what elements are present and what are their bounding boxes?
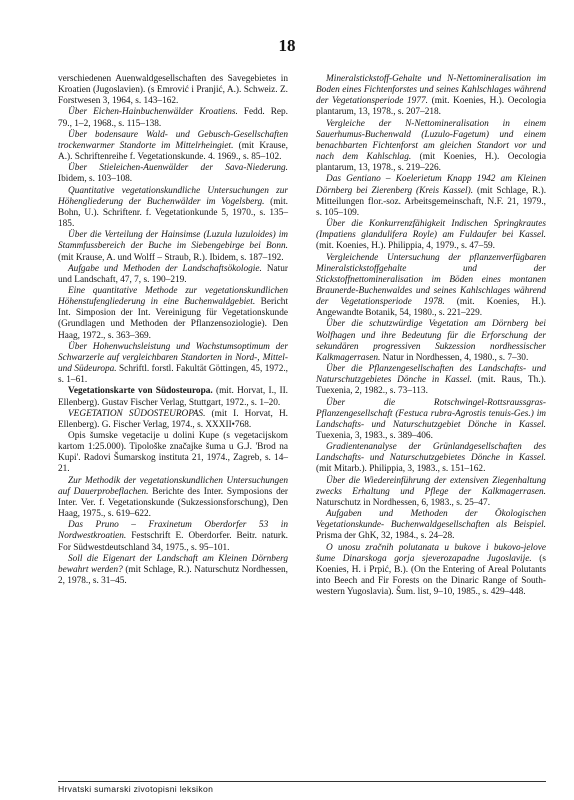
entry-details: Ibidem, s. 103–108. [58,174,133,185]
entry-title: Das Pruno – Fraxinetum Oberdorfer 53 in Nordwestkroatien. [58,520,288,542]
entry-title: Quantitative vegetationskundliche Untersuchungen zur Höhengliederung der Buchenwälder im Vogelsberg. [58,185,288,207]
bibliography-entry [316,442,546,475]
entry-title: Über die Pflanzengesellschaften des Landschafts- und Naturschutzgebietes Dönche in Kassel. [316,364,546,386]
entry-details: (mit Krause, A. und Wolff – Straub, R.). Ibidem, s. 187–192. [58,252,284,263]
entry-title: Über Hohenwuchsleistung und Wachstumsoptimum der Schwarzerle auf vergleichbaren Standorten in Nord-, Mittel- und Südeuropa. [58,341,288,375]
entry-details: (mit. Koenies, H.). Angewandte Botanik, 54, 1980., s. 221–229. [316,297,546,319]
entry-details: (mit. Raus, Th.). Tuexenia, 2, 1982., s. 73–113. [316,375,546,397]
bibliography-entry [58,409,288,431]
entry-details: Berichte des Inter. Symposions der Inter. Ver. f. Vegetationskunde (Sukzessionsforschung), Den Haag, 1975., s. 619–622. [58,486,289,520]
right-column [316,74,546,598]
bibliography-entry [58,431,288,476]
bibliography-entry [316,74,546,119]
entry-title: Soll die Eigenart der Landschaft am Kleinen Dörnberg bewahrt werden? [58,553,288,575]
bibliography-entry [58,520,288,553]
entry-title: Aufgaben und Methoden der Ökologischen Vegetationskunde- Buchenwaldgesellschaften als Beispiel. [316,509,546,531]
bibliography-entry [316,364,546,397]
left-column [58,74,288,587]
bibliography-entry [58,130,288,163]
bibliography-entry [58,107,288,129]
bibliography-entry [58,386,288,408]
entry-title: Aufgabe und Methoden der Landschaftsökologie. [68,263,262,274]
bibliography-entry [58,264,288,286]
entry-title: Das Gentiano – Koelerietum Knapp 1942 am Kleinen Dörnberg bei Zierenberg (Kreis Kassel). [316,174,546,196]
entry-title: Über die schutzwürdige Vegetation am Dörnberg bei Wolfhagen und ihre Bedeutung für die Erforschung der sekundären progressiven Sukzession nordhessischer Kalkmagerrasen. [316,319,546,363]
page-footer: Hrvatski sumarski zivotopisni leksikon [58,784,214,794]
entry-details: (s Koenies, H. i Prpić, B.). (On the Entering of Areal Polutants into Beech and Fir Forests on the Dinaric Range of South-western Yugoslavia). Šum. list, 9–10, 1985., s. 429–448. [316,553,546,598]
bibliography-entry [316,319,546,364]
entry-title: Vegetationskarte von Südosteuropa. [68,386,213,397]
entry-details: Natur in Nordhessen, 4, 1980., s. 7–30. [382,352,529,363]
bibliography-entry [316,119,546,175]
bibliography-entry [316,398,546,443]
entry-details: Fedd. Rep. 79., 1–2, 1968., s. 115–138. [58,107,289,129]
entry-title: Über Stieleichen-Auenwälder der Sava-Niederung. [68,163,288,174]
entry-title: Über die Verteilung der Hainsimse (Luzula luzuloides) im Stammfussbereich der Buche im Siebengebirge bei Bonn. [58,230,288,252]
entry-details: verschiedenen Auenwaldgesellschaften des Savegebietes in Kroatien (Jugoslavien). (s Emrović i Pranjić, A.). Schweiz. Z. Forstwesen 3, 1964, s. 143–162. [58,74,288,107]
bibliography-entry [316,476,546,509]
bibliography-entry [316,174,546,219]
entry-title: Über die Konkurrenzfähigkeit Indischen Springkrautes (Impatiens glandulifera Royle) am Fuldaufer bei Kassel. [316,219,546,241]
entry-details: (mit I. Horvat, H. Ellenberg). G. Fischer Verlag, 1974., s. XXXII•768. [58,408,288,430]
bibliography-entry [316,509,546,542]
entry-title: O unosu zračnih polutanata u bukove i bukovo-jelove šume Dinarskoga gorja sjeverozapadne Jugoslavije. [316,542,546,564]
entry-details: (mit. Koenies, H.). Oecologia plantarum, 13, 1978., s. 207–218. [316,96,546,118]
entry-title: Eine quantitative Methode zur vegetationskundlichen Höhenstufengliederung in eine Buchenwaldgebiet. [58,285,288,308]
entry-title: Über Eichen-Hainbuchenwälder Kroatiens. [68,107,238,118]
bibliography-entry [316,219,546,252]
entry-details: (mit. Bohn, U.). Schriftenr. f. Vegetationkunde 5, 1970., s. 135–185. [58,196,288,230]
entry-title: Gradientenanalyse der Grünlandgesellschaften des Landschafts- und Naturschutzgebietes Dönche in Kassel. [316,442,546,464]
entry-details: (mit. Koenies, H.). Philippia, 4, 1979., s. 47–59. [316,241,495,252]
entry-title: Über bodensaure Wald- und Gebusch-Gesellschaften trockenwarmer Standorte im Mittelrheingiet. [58,129,288,151]
page-number: 18 [278,36,296,55]
entry-details: (mit Schlage, R.). Naturschutz Nordhessen, 2, 1978., s. 31–45. [58,564,288,587]
entry-details: (mit Schlage, R.). Mitteilungen flor.-soz. Arbeitsgemeinschaft, N.F. 21, 1979., s. 105–109. [316,185,547,218]
entry-title: Über die Wiedereinführung der extensiven Ziegenhaltung zwecks Erhaltung und Pflege der Kalkmagerrasen. [316,475,546,497]
footer-rule [58,781,546,782]
bibliography-entry [58,554,288,587]
entry-details: (mit Koenies, H.). Oecologia plantarum, 13, 1978., s. 219–226. [316,152,547,174]
entry-details: Festschrift E. Oberdorfer. Beitr. naturk. For Südwestdeutschland 34, 1975., s. 95–101. [58,531,288,553]
entry-details: Schriftl. forstl. Fakultät Göttingen, 45, 1972., s. 1–61. [58,364,288,386]
entry-details: Bericht Int. Simposion der Int. Vereinigung für Vegetationskunde (Grundlagen und Methoden der Pflanzensoziologie). Den Haag, 1972., s. 363–369. [58,297,288,341]
entry-details: Natur und Landschaft, 47, 7, s. 190–219. [58,263,288,285]
entry-details: Opis šumske vegetacije u dolini Kupe (s vegetacijskom kartom 1:25.000). Tipološke značajke šuma u G.J. 'Brod na Kupi'. Radovi Šumarskog instituta 21, 1974., Zagreb, s. 14–21. [58,431,288,475]
entry-title: Vergleiche der N-Nettomineralisation in einem Sauerhumus-Buchenwald (Luzulo-Fagetum) und einem benachbarten Fichtenforst am gleichen Standort vor und nach dem Kahlschlag. [316,118,546,163]
entry-details: (mit. Horvat, I., II. Ellenberg). Gustav Fischer Verlag, Stuttgart, 1972., s. 1–20. [58,386,288,408]
bibliography-entry [58,74,288,107]
bibliography-entry [58,163,288,185]
entry-details: Naturschutz in Nordhessen, 6, 1983., s. 25–47. [316,497,491,508]
bibliography-entry [58,342,288,387]
entry-title: Zur Methodik der vegetationskundlichen Untersuchungen auf Dauerprobeflachen. [58,475,288,497]
entry-details: Prisma der GhK, 32, 1984., s. 24–28. [316,531,455,542]
bibliography-entry [58,186,288,231]
bibliography-entry [58,286,288,342]
entry-title: Vergleichende Untersuchung der pflanzenverfügbaren Mineralstickstoffgehalte und der Stickstoffnettomineralisation im Böden eines montanen Braunerde-Buchenwaldes und seines Kahlschlages während der Vegetationsperiode 1978. [316,252,546,308]
entry-title: Mineralstickstoff-Gehalte und N-Nettomineralisation im Boden eines Fichtenforstes und seines Kahlschlages während der Vegetationsperiode 1977. [316,74,546,107]
bibliography-entry [58,230,288,263]
entry-details: Tuexenia, 3, 1983., s. 389–406. [316,431,433,441]
entry-details: (mit Mitarb.). Philippia, 3, 1983., s. 151–162. [316,464,486,475]
entry-title: Über die Rotschwingel-Rottsraussgras-Pflanzengesellschaft (Festuca rubra-Agrostis tenuis-Ges.) im Landschafts- und Naturschutzgebiet Dönche in Kassel. [316,397,546,430]
entry-title: VEGETATION SÜDOSTEUROPAS. [68,408,206,419]
bibliography-entry [58,476,288,521]
entry-details: (mit Krause, A.). Schriftenreihe f. Vegetationskunde. 4. 1969., s. 85–102. [58,140,288,163]
bibliography-entry [316,543,546,599]
bibliography-entry [316,253,546,320]
